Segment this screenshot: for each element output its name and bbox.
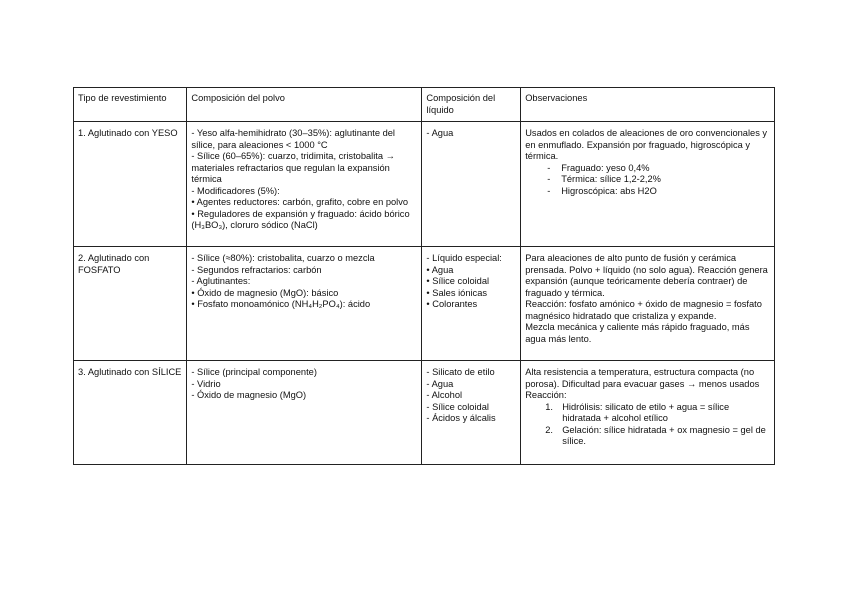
cell-tipo [74,361,187,465]
cell-text: 3. Aglutinado con SÍLICE [78,367,182,377]
cell-text: 2. Aglutinado con FOSFATO [78,253,150,275]
cell-text: Reacción: [525,390,567,400]
cell-text: • Fosfato monoamónico (NH₄H₂PO₄): ácido [191,299,371,309]
cell-text: Usados en colados de aleaciones de oro convencionales y en enmuflado. Expansión por fraguado, higroscópica y térmica. [525,128,768,161]
numbered-item [525,425,770,448]
list-item-text: Fraguado: yeso 0,4% [561,162,650,173]
dash-bullet: - [547,162,551,173]
cell-liquido [422,247,521,361]
cell-text: - Sílice coloidal [426,401,489,412]
cell-text: Reacción: fosfato amónico + óxido de magnesio = fosfato magnésico hidratado que cristaliza y expande. [525,299,762,321]
cell-text: • Agua [426,264,454,275]
cell-text: • Reguladores de expansión y fraguado: ácido bórico (H₃BO₃), cloruro sódico (NaCl) [191,208,410,230]
cell-text: - Sílice (60–65%): cuarzo, tridimita, cristobalita → materiales refractarios que regulan la expansión térmica [191,151,395,184]
cell-observaciones [521,247,775,361]
list-item-text: Térmica: sílice 1,2-2,2% [561,174,661,184]
cell-text: - Agua [426,378,454,389]
list-item [525,186,770,198]
cell-text: - Sílice (≈80%): cristobalita, cuarzo o mezcla [191,253,375,263]
header-liquido: Composición del líquido [422,88,521,122]
cell-polvo [187,247,422,361]
cell-tipo [74,122,187,247]
numbered-item-text: Hidrólisis: silicato de etilo + agua = sílice hidratada + alcohol etílico [562,401,730,423]
header-observaciones: Observaciones [521,88,775,122]
cell-tipo [74,247,187,361]
cell-text: - Ácidos y álcalis [426,413,496,423]
cell-text: • Colorantes [426,299,478,309]
cell-text: - Óxido de magnesio (MgO) [191,390,307,400]
item-number: 1. [545,401,553,412]
investment-table [73,87,775,465]
cell-liquido [422,361,521,465]
cell-polvo [187,122,422,247]
cell-text: Para aleaciones de alto punto de fusión y cerámica prensada. Polvo + líquido (no solo agua). Reacción genera expansión (aunque teóricamente debería contraer) de fraguado y térmica. [525,253,768,298]
cell-text: • Óxido de magnesio (MgO): básico [191,287,339,298]
numbered-item-text: Gelación: sílice hidratada + ox magnesio = gel de sílice. [562,424,766,446]
cell-text: - Modificadores (5%): [191,185,280,196]
cell-observaciones [521,361,775,465]
cell-text: - Alcohol [426,390,463,400]
item-number: 2. [545,424,553,435]
cell-text: - Silicato de etilo [426,367,495,377]
cell-text: • Sales iónicas [426,287,488,298]
cell-text: - Aglutinantes: [191,276,251,286]
cell-text: - Vidrio [191,378,221,389]
cell-observaciones [521,122,775,247]
numbered-item [525,402,770,425]
header-tipo: Tipo de revestimiento [74,88,187,122]
table-header-row [74,88,775,122]
dash-bullet: - [547,174,551,184]
header-polvo: Composición del polvo [187,88,422,122]
table-row [74,361,775,465]
cell-text: • Agentes reductores: carbón, grafito, cobre en polvo [191,197,409,207]
cell-text: Mezcla mecánica y caliente más rápido fraguado, más agua más lento. [525,322,750,344]
cell-text: - Segundos refractarios: carbón [191,264,322,275]
cell-text: Alta resistencia a temperatura, estructura compacta (no porosa). Dificultad para evacuar gases → menos usados [525,367,760,389]
table-row [74,247,775,361]
cell-polvo [187,361,422,465]
list-item-text: Higroscópica: abs H2O [561,185,657,196]
cell-text: 1. Aglutinado con YESO [78,128,178,138]
list-item [525,174,770,186]
cell-text: - Sílice (principal componente) [191,367,317,377]
list-item [525,163,770,175]
table-row [74,122,775,247]
cell-text: - Líquido especial: [426,253,502,263]
dash-bullet: - [547,185,551,196]
cell-text: • Sílice coloidal [426,276,490,286]
cell-text: - Yeso alfa-hemihidrato (30–35%): aglutinante del sílice, para aleaciones < 1000 °C [191,128,395,150]
cell-liquido [422,122,521,247]
cell-text: - Agua [426,128,454,138]
